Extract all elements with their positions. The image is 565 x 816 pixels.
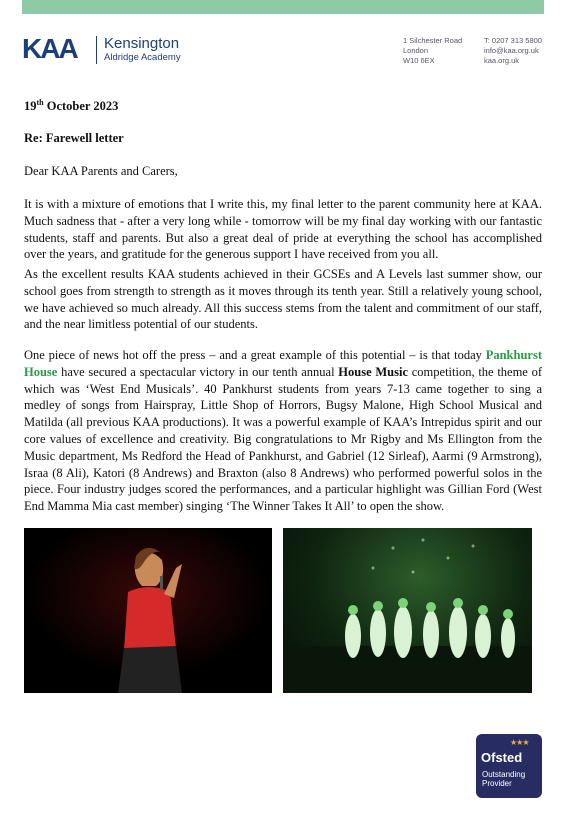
address-line: 1 Silchester Road	[403, 36, 463, 45]
paragraph-2: As the excellent results KAA students achieved in their GCSEs and A Levels last summer show, our school goes from strength to strength as it moves through its tenth year. Still a relatively young school, we have achieved so much already. All this success stems from the talent and commitment of our staff, and the near limitless potential of our students.	[24, 267, 542, 332]
date-day: 19	[24, 99, 37, 114]
logo-divider	[96, 36, 97, 64]
header-accent-bar	[22, 0, 544, 14]
house-name: Pankhurst House	[24, 348, 542, 379]
ofsted-rating-line: Outstanding	[482, 770, 526, 779]
contact-phone: T: 0207 313 5800	[484, 36, 542, 45]
date-suffix: th	[36, 98, 44, 107]
contact-website[interactable]: kaa.org.uk	[484, 56, 520, 65]
contact-email[interactable]: info@kaa.org.uk	[484, 46, 539, 55]
school-contact	[484, 36, 542, 66]
paragraph-1: It is with a mixture of emotions that I write this, my final letter to the parent community here at KAA. Much sadness that - after a very long while - tomorrow will be my final day working with our fantastic students, staff and parents. But also a great deal of pride at everything the school has accomplished over the years, and gratitude for the generous support I have received from you all.	[24, 197, 542, 262]
logo-mark: KAA	[22, 33, 77, 64]
ofsted-rating-line: Provider	[482, 779, 512, 788]
performers-photo	[283, 528, 532, 693]
letter-date	[24, 98, 118, 114]
address-line: W10 6EX	[403, 56, 435, 65]
ofsted-title: Ofsted	[481, 750, 523, 765]
event-name: House Music	[338, 364, 409, 379]
ofsted-stars: ★★★	[510, 738, 529, 747]
letter-subject: Re: Farewell letter	[24, 131, 124, 145]
date-rest: October 2023	[43, 99, 119, 114]
ofsted-badge	[476, 734, 542, 798]
paragraph-3-text: competition, the theme of which was ‘West End Musicals’. 40 Pankhurst students from years 7-13 came together to sing a medley of songs from Hairspray, Little Shop of Horrors, Bugsy Malone, High School Musical and Matilda (all previous KAA productions). It was a powerful example of KAA’s Intrepidus spirit and our core values of excellence and creativity. Big congratulations to Mr Rigby and Ms Ellington from the Music department, Ms Redford the Head of Pankhurst, and Gabriel (12 Sirleaf), Aarmi (9 Armstrong), Israa (8 Ali), Katori (8 Andrews) and Braxton (also 8 Andrews) who performed powerful solos in the piece. Four industry judges scored the performances, and a particular highlight was Gillian Ford (West End Mamma Mia cast member) singing ‘The Winner Takes It All’ to open the show.	[24, 364, 543, 514]
address-line: London	[403, 46, 429, 55]
letter-salutation: Dear KAA Parents and Carers,	[24, 164, 178, 178]
ofsted-rating	[482, 770, 525, 788]
school-address	[403, 36, 462, 66]
paragraph-3	[24, 347, 542, 515]
logo-name: Kensington	[104, 35, 180, 52]
paragraph-3-text: One piece of news hot off the press – and a great example of this potential – is that today	[24, 348, 486, 362]
paragraph-3-text: have secured a spectacular victory in our tenth annual	[57, 364, 339, 379]
singer-photo	[24, 528, 272, 693]
logo-subname: Aldridge Academy	[104, 52, 181, 63]
